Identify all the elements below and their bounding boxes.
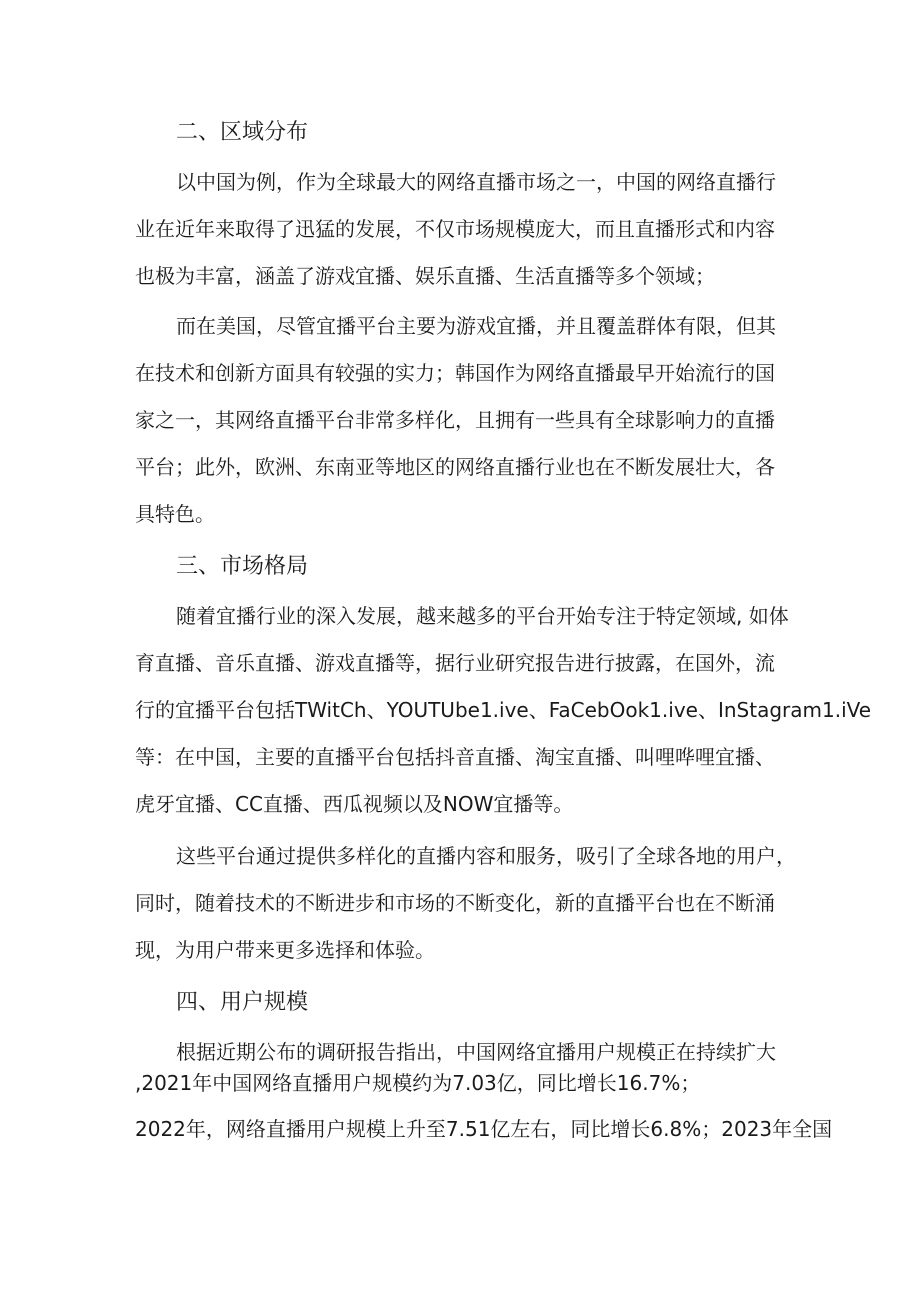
paragraph-line: 现，为用户带来更多选择和体验。 bbox=[135, 938, 435, 962]
paragraph-line: 家之一，其网络直播平台非常多样化，且拥有一些具有全球影响力的直播 bbox=[135, 408, 775, 432]
paragraph-line: 以中国为例，作为全球最大的网络直播市场之一，中国的网络直播行 bbox=[176, 170, 776, 194]
section-heading-market-landscape: 三、市场格局 bbox=[176, 554, 309, 579]
paragraph-line: 同时，随着技术的不断进步和市场的不断变化，新的直播平台也在不断涌 bbox=[135, 891, 775, 915]
paragraph-line: 也极为丰富，涵盖了游戏宜播、娱乐直播、生活直播等多个领域； bbox=[135, 264, 715, 288]
paragraph-line: 而在美国，尽管宜播平台主要为游戏宜播，并且覆盖群体有限，但其 bbox=[176, 314, 776, 338]
paragraph-line: ,2021年中国网络直播用户规模约为7.03亿，同比增长16.7%； bbox=[135, 1071, 701, 1095]
paragraph-line: 等：在中国，主要的直播平台包括抖音直播、淘宝直播、叫哩哗哩宜播、 bbox=[135, 745, 775, 769]
paragraph-line: 行的宜播平台包括TWitCh、YOUTUbe1.ive、FaCebOok1.ive、InStagram1.iVe bbox=[135, 698, 872, 722]
paragraph-line: 根据近期公布的调研报告指出，中国网络宜播用户规模正在持续扩大 bbox=[176, 1040, 776, 1064]
paragraph-line: 育直播、音乐直播、游戏直播等，据行业研究报告进行披露，在国外，流 bbox=[135, 651, 775, 675]
paragraph-line: 业在近年来取得了迅猛的发展，不仅市场规模庞大，而且直播形式和内容 bbox=[135, 217, 775, 241]
paragraph-line: 这些平台通过提供多样化的直播内容和服务，吸引了全球各地的用户， bbox=[176, 844, 796, 868]
paragraph-line: 在技术和创新方面具有较强的实力；韩国作为网络直播最早开始流行的国 bbox=[135, 361, 775, 385]
section-heading-regional-distribution: 二、区域分布 bbox=[176, 120, 309, 145]
paragraph-line: 随着宜播行业的深入发展，越来越多的平台开始专注于特定领域, 如体 bbox=[176, 604, 789, 628]
paragraph-line: 平台；此外，欧洲、东南亚等地区的网络直播行业也在不断发展壮大，各 bbox=[135, 455, 775, 479]
paragraph-line: 虎牙宜播、CC直播、西瓜视频以及NOW宜播等。 bbox=[135, 792, 574, 816]
paragraph-line: 具特色。 bbox=[135, 502, 215, 526]
section-heading-user-scale: 四、用户规模 bbox=[176, 990, 309, 1015]
paragraph-line: 2022年，网络直播用户规模上升至7.51亿左右，同比增长6.8%；2023年全国 bbox=[135, 1117, 833, 1141]
